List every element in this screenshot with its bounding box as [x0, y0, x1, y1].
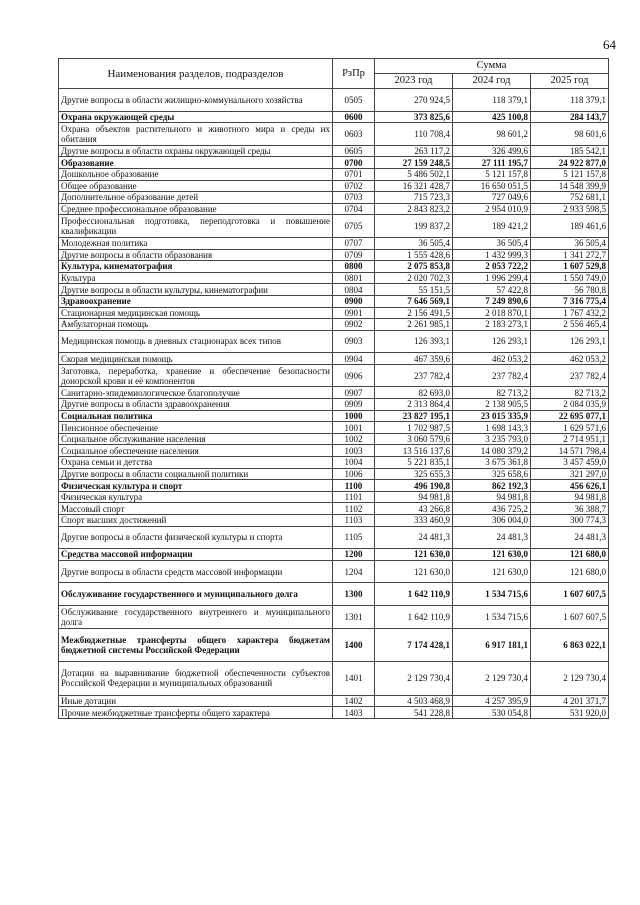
row-value-2024: 727 049,6 [453, 192, 531, 204]
table-row [59, 491, 609, 503]
row-value-2024: 1 996 299,4 [453, 272, 531, 284]
row-code: 1003 [333, 445, 375, 457]
row-code: 1403 [333, 707, 375, 719]
row-name: Прочие межбюджетные трансферты общего характера [59, 707, 333, 719]
row-value-2023: 94 981,8 [375, 491, 453, 503]
row-value-2023: 126 393,1 [375, 330, 453, 353]
table-row [59, 422, 609, 434]
row-value-2025: 4 201 371,7 [531, 695, 609, 707]
table-row [59, 387, 609, 399]
row-code: 0801 [333, 272, 375, 284]
row-value-2025: 2 714 951,1 [531, 433, 609, 445]
row-code: 0901 [333, 307, 375, 319]
row-name: Иные дотации [59, 695, 333, 707]
row-name: Охрана окружающей среды [59, 111, 333, 123]
row-value-2023: 55 151,5 [375, 284, 453, 296]
row-name: Амбулаторная помощь [59, 319, 333, 331]
row-value-2023: 36 505,4 [375, 237, 453, 249]
row-code: 1000 [333, 410, 375, 422]
row-code: 0909 [333, 399, 375, 411]
row-value-2023: 541 228,8 [375, 707, 453, 719]
row-value-2024: 94 981,8 [453, 491, 531, 503]
row-name: Медицинская помощь в дневных стационарах всех типов [59, 330, 333, 353]
table-row [59, 560, 609, 583]
row-code: 1401 [333, 662, 375, 696]
table-row [59, 89, 609, 112]
row-name: Массовый спорт [59, 503, 333, 515]
table-row [59, 307, 609, 319]
table-row [59, 583, 609, 606]
row-code: 0600 [333, 111, 375, 123]
row-value-2024: 436 725,2 [453, 503, 531, 515]
row-value-2024: 530 054,8 [453, 707, 531, 719]
row-code: 0709 [333, 249, 375, 261]
row-value-2024: 1 534 715,6 [453, 583, 531, 606]
table-row [59, 168, 609, 180]
table-row [59, 433, 609, 445]
row-value-2025: 531 920,0 [531, 707, 609, 719]
row-value-2024: 862 192,3 [453, 480, 531, 492]
row-name: Другие вопросы в области физической культуры и спорта [59, 526, 333, 549]
row-value-2025: 2 933 598,5 [531, 203, 609, 215]
table-body [59, 89, 609, 719]
row-value-2025: 24 481,3 [531, 526, 609, 549]
row-code: 0702 [333, 180, 375, 192]
row-code: 1002 [333, 433, 375, 445]
row-value-2023: 2 261 985,1 [375, 319, 453, 331]
row-name: Молодежная политика [59, 237, 333, 249]
row-code: 1400 [333, 628, 375, 662]
row-value-2024: 3 235 793,0 [453, 433, 531, 445]
row-value-2023: 237 782,4 [375, 364, 453, 387]
table-row [59, 605, 609, 628]
row-code: 1402 [333, 695, 375, 707]
row-value-2024: 14 080 379,2 [453, 445, 531, 457]
row-value-2025: 121 680,0 [531, 560, 609, 583]
row-code: 0603 [333, 123, 375, 146]
row-value-2023: 715 723,3 [375, 192, 453, 204]
row-value-2025: 462 053,2 [531, 353, 609, 365]
row-name: Социальное обеспечение населения [59, 445, 333, 457]
column-header-2025: 2025 год [531, 74, 609, 89]
row-code: 1001 [333, 422, 375, 434]
row-name: Охрана семьи и детства [59, 457, 333, 469]
row-value-2024: 121 630,0 [453, 549, 531, 561]
row-value-2023: 1 642 110,9 [375, 583, 453, 606]
table-row [59, 203, 609, 215]
row-value-2025: 752 681,1 [531, 192, 609, 204]
row-value-2024: 237 782,4 [453, 364, 531, 387]
row-value-2024: 16 650 051,5 [453, 180, 531, 192]
row-name: Другие вопросы в области охраны окружающей среды [59, 145, 333, 157]
row-name: Физическая культура и спорт [59, 480, 333, 492]
table-row [59, 628, 609, 662]
row-value-2025: 6 863 022,1 [531, 628, 609, 662]
row-name: Здравоохранение [59, 295, 333, 307]
row-value-2025: 98 601,6 [531, 123, 609, 146]
row-value-2024: 126 293,1 [453, 330, 531, 353]
row-value-2024: 425 100,8 [453, 111, 531, 123]
row-value-2025: 185 542,1 [531, 145, 609, 157]
row-value-2025: 1 767 432,2 [531, 307, 609, 319]
table-row [59, 249, 609, 261]
table-row [59, 272, 609, 284]
row-value-2024: 326 499,6 [453, 145, 531, 157]
row-name: Дополнительное образование детей [59, 192, 333, 204]
row-code: 0701 [333, 168, 375, 180]
row-value-2024: 7 249 890,6 [453, 295, 531, 307]
table-row [59, 295, 609, 307]
table-row [59, 399, 609, 411]
row-value-2025: 237 782,4 [531, 364, 609, 387]
column-header-2023: 2023 год [375, 74, 453, 89]
row-name: Другие вопросы в области социальной политики [59, 468, 333, 480]
row-value-2024: 24 481,3 [453, 526, 531, 549]
row-value-2023: 82 693,0 [375, 387, 453, 399]
table-row [59, 695, 609, 707]
column-header-2024: 2024 год [453, 74, 531, 89]
table-row [59, 353, 609, 365]
table-row [59, 662, 609, 696]
row-value-2024: 2 183 273,1 [453, 319, 531, 331]
table-row [59, 515, 609, 527]
row-name: Пенсионное обеспечение [59, 422, 333, 434]
row-code: 0703 [333, 192, 375, 204]
row-name: Охрана объектов растительного и животного мира и среды их обитания [59, 123, 333, 146]
table-row [59, 503, 609, 515]
row-code: 0903 [333, 330, 375, 353]
row-code: 1100 [333, 480, 375, 492]
row-value-2025: 2 556 465,4 [531, 319, 609, 331]
row-value-2025: 456 626,1 [531, 480, 609, 492]
row-code: 0800 [333, 261, 375, 273]
row-value-2023: 2 129 730,4 [375, 662, 453, 696]
row-value-2025: 56 780,8 [531, 284, 609, 296]
row-value-2025: 36 505,4 [531, 237, 609, 249]
row-code: 1301 [333, 605, 375, 628]
table-row [59, 330, 609, 353]
budget-table [58, 58, 609, 719]
row-code: 1103 [333, 515, 375, 527]
row-name: Социальное обслуживание населения [59, 433, 333, 445]
row-value-2024: 2 129 730,4 [453, 662, 531, 696]
row-code: 0900 [333, 295, 375, 307]
row-name: Физическая культура [59, 491, 333, 503]
row-name: Средства массовой информации [59, 549, 333, 561]
row-value-2023: 467 359,6 [375, 353, 453, 365]
row-value-2023: 1 555 428,6 [375, 249, 453, 261]
table-row [59, 707, 609, 719]
row-value-2025: 1 607 607,5 [531, 583, 609, 606]
row-value-2023: 7 174 428,1 [375, 628, 453, 662]
row-name: Скорая медицинская помощь [59, 353, 333, 365]
row-code: 1105 [333, 526, 375, 549]
table-row [59, 157, 609, 169]
table-row [59, 215, 609, 238]
row-value-2025: 5 121 157,8 [531, 168, 609, 180]
table-row [59, 480, 609, 492]
row-value-2024: 27 111 195,7 [453, 157, 531, 169]
row-value-2023: 2 843 823,2 [375, 203, 453, 215]
row-name: Межбюджетные трансферты общего характера бюджетам бюджетной системы Российской Федерации [59, 628, 333, 662]
table-row [59, 457, 609, 469]
column-header-code: РзПр [333, 59, 375, 89]
row-value-2025: 14 571 798,4 [531, 445, 609, 457]
table-row [59, 445, 609, 457]
row-value-2023: 4 503 468,9 [375, 695, 453, 707]
row-code: 0705 [333, 215, 375, 238]
table-row [59, 145, 609, 157]
row-code: 0700 [333, 157, 375, 169]
row-value-2025: 189 461,6 [531, 215, 609, 238]
row-code: 1101 [333, 491, 375, 503]
row-value-2023: 121 630,0 [375, 549, 453, 561]
row-code: 0707 [333, 237, 375, 249]
row-value-2023: 373 825,6 [375, 111, 453, 123]
table-row [59, 526, 609, 549]
row-value-2024: 2 954 010,9 [453, 203, 531, 215]
row-value-2023: 2 156 491,5 [375, 307, 453, 319]
row-code: 1102 [333, 503, 375, 515]
row-value-2024: 1 698 143,3 [453, 422, 531, 434]
row-name: Культура, кинематография [59, 261, 333, 273]
column-header-name: Наименования разделов, подразделов [59, 59, 333, 89]
table-row [59, 319, 609, 331]
row-code: 0904 [333, 353, 375, 365]
row-value-2023: 3 060 579,6 [375, 433, 453, 445]
row-value-2024: 306 004,0 [453, 515, 531, 527]
row-value-2023: 325 655,3 [375, 468, 453, 480]
row-value-2024: 189 421,2 [453, 215, 531, 238]
row-value-2024: 1 534 715,6 [453, 605, 531, 628]
row-code: 1300 [333, 583, 375, 606]
row-value-2024: 5 121 157,8 [453, 168, 531, 180]
row-value-2023: 110 708,4 [375, 123, 453, 146]
row-value-2024: 57 422,8 [453, 284, 531, 296]
table-row [59, 364, 609, 387]
row-value-2023: 333 460,9 [375, 515, 453, 527]
table-row [59, 410, 609, 422]
row-value-2023: 23 827 195,1 [375, 410, 453, 422]
table-row [59, 261, 609, 273]
row-name: Дошкольное образование [59, 168, 333, 180]
row-name: Спорт высших достижений [59, 515, 333, 527]
row-value-2025: 1 341 272,7 [531, 249, 609, 261]
row-name: Обслуживание государственного и муниципального долга [59, 583, 333, 606]
row-value-2025: 7 316 775,4 [531, 295, 609, 307]
row-value-2025: 126 293,1 [531, 330, 609, 353]
row-value-2025: 82 713,2 [531, 387, 609, 399]
row-value-2025: 1 607 607,5 [531, 605, 609, 628]
row-value-2024: 118 379,1 [453, 89, 531, 112]
row-value-2023: 5 221 835,1 [375, 457, 453, 469]
row-name: Другие вопросы в области средств массовой информации [59, 560, 333, 583]
row-value-2024: 2 053 722,2 [453, 261, 531, 273]
table-row [59, 123, 609, 146]
row-name: Профессиональная подготовка, переподготовка и повышение квалификации [59, 215, 333, 238]
row-value-2025: 14 548 399,9 [531, 180, 609, 192]
row-value-2023: 270 924,5 [375, 89, 453, 112]
row-value-2023: 1 702 987,5 [375, 422, 453, 434]
row-code: 0902 [333, 319, 375, 331]
row-name: Дотации на выравнивание бюджетной обеспеченности субъектов Российской Федерации и муниципальных образований [59, 662, 333, 696]
row-name: Другие вопросы в области жилищно-коммунального хозяйства [59, 89, 333, 112]
table-row [59, 237, 609, 249]
row-value-2024: 121 630,0 [453, 560, 531, 583]
row-value-2023: 2 020 702,3 [375, 272, 453, 284]
row-value-2024: 4 257 395,9 [453, 695, 531, 707]
row-value-2025: 24 922 877,0 [531, 157, 609, 169]
table-row [59, 284, 609, 296]
row-value-2024: 82 713,2 [453, 387, 531, 399]
row-value-2024: 2 018 870,1 [453, 307, 531, 319]
row-value-2025: 2 129 730,4 [531, 662, 609, 696]
row-value-2025: 2 084 035,9 [531, 399, 609, 411]
row-name: Санитарно-эпидемиологическое благополучие [59, 387, 333, 399]
row-name: Стационарная медицинская помощь [59, 307, 333, 319]
row-value-2025: 94 981,8 [531, 491, 609, 503]
row-value-2024: 23 015 335,9 [453, 410, 531, 422]
row-value-2023: 2 313 864,4 [375, 399, 453, 411]
row-value-2023: 7 646 569,1 [375, 295, 453, 307]
row-value-2024: 2 138 905,5 [453, 399, 531, 411]
row-code: 0505 [333, 89, 375, 112]
row-value-2024: 36 505,4 [453, 237, 531, 249]
row-value-2023: 13 516 137,6 [375, 445, 453, 457]
row-code: 0906 [333, 364, 375, 387]
row-name: Обслуживание государственного внутреннего и муниципального долга [59, 605, 333, 628]
row-value-2024: 98 601,2 [453, 123, 531, 146]
row-code: 0804 [333, 284, 375, 296]
row-name: Общее образование [59, 180, 333, 192]
row-code: 1006 [333, 468, 375, 480]
row-value-2023: 5 486 502,1 [375, 168, 453, 180]
row-value-2025: 22 695 077,1 [531, 410, 609, 422]
row-value-2023: 43 266,8 [375, 503, 453, 515]
row-value-2023: 2 075 853,8 [375, 261, 453, 273]
row-value-2024: 6 917 181,1 [453, 628, 531, 662]
row-name: Среднее профессиональное образование [59, 203, 333, 215]
row-name: Социальная политика [59, 410, 333, 422]
table-row [59, 180, 609, 192]
row-code: 1004 [333, 457, 375, 469]
row-value-2024: 462 053,2 [453, 353, 531, 365]
row-value-2023: 24 481,3 [375, 526, 453, 549]
row-value-2024: 1 432 999,3 [453, 249, 531, 261]
row-value-2025: 36 388,7 [531, 503, 609, 515]
row-value-2025: 300 774,3 [531, 515, 609, 527]
row-value-2025: 121 680,0 [531, 549, 609, 561]
row-name: Другие вопросы в области образования [59, 249, 333, 261]
row-value-2023: 16 321 428,7 [375, 180, 453, 192]
row-code: 0907 [333, 387, 375, 399]
row-value-2023: 27 159 248,5 [375, 157, 453, 169]
row-code: 0704 [333, 203, 375, 215]
row-value-2025: 3 457 459,0 [531, 457, 609, 469]
row-value-2025: 321 297,0 [531, 468, 609, 480]
row-value-2025: 284 143,7 [531, 111, 609, 123]
page-number: 64 [603, 37, 616, 52]
row-name: Заготовка, переработка, хранение и обеспечение безопасности донорской крови и её компонентов [59, 364, 333, 387]
row-value-2023: 199 837,2 [375, 215, 453, 238]
row-value-2023: 263 117,2 [375, 145, 453, 157]
row-code: 0605 [333, 145, 375, 157]
table-row [59, 549, 609, 561]
row-value-2023: 121 630,0 [375, 560, 453, 583]
row-value-2023: 1 642 110,9 [375, 605, 453, 628]
row-code: 1200 [333, 549, 375, 561]
row-value-2024: 3 675 361,8 [453, 457, 531, 469]
row-name: Культура [59, 272, 333, 284]
column-header-sum: Сумма [375, 59, 609, 74]
row-value-2025: 1 629 571,6 [531, 422, 609, 434]
table-row [59, 111, 609, 123]
row-value-2025: 118 379,1 [531, 89, 609, 112]
row-name: Другие вопросы в области здравоохранения [59, 399, 333, 411]
row-value-2025: 1 550 749,0 [531, 272, 609, 284]
row-code: 1204 [333, 560, 375, 583]
row-value-2023: 496 190,8 [375, 480, 453, 492]
table-row [59, 468, 609, 480]
row-name: Другие вопросы в области культуры, кинематографии [59, 284, 333, 296]
table-row [59, 192, 609, 204]
row-name: Образование [59, 157, 333, 169]
row-value-2025: 1 607 529,8 [531, 261, 609, 273]
row-value-2024: 325 658,6 [453, 468, 531, 480]
